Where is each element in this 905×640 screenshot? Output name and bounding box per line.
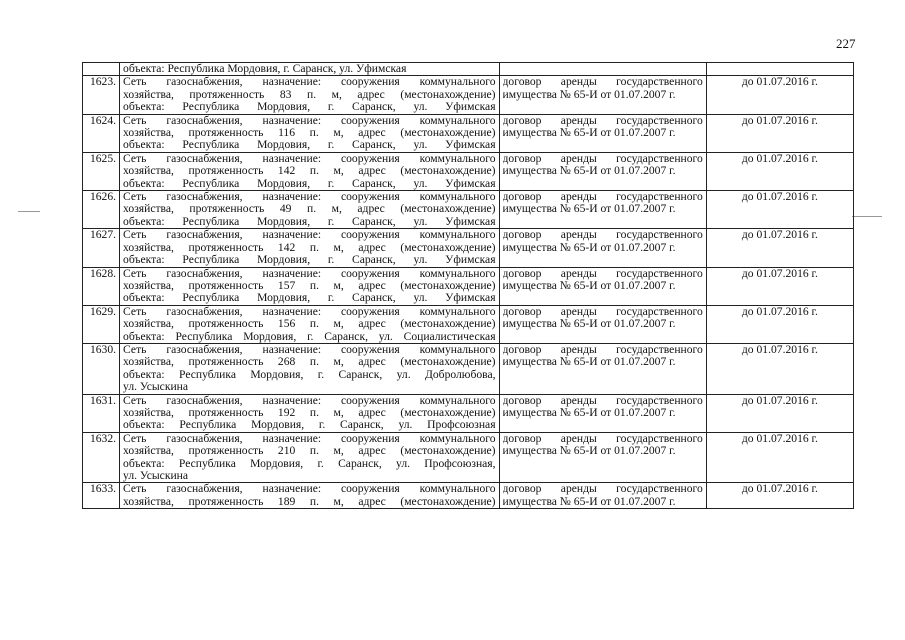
table-row bbox=[83, 305, 854, 343]
basis-line: имущества № 65-И от 01.07.2007 г. bbox=[502, 165, 676, 178]
basis-line: имущества № 65-И от 01.07.2007 г. bbox=[502, 445, 676, 458]
description-cell bbox=[120, 229, 499, 267]
row-number: 1630. bbox=[83, 343, 120, 394]
description-line: Сеть газоснабжения, назначение: сооружения коммунального bbox=[123, 114, 496, 127]
description-line: Сеть газоснабжения, назначение: сооружения коммунального bbox=[123, 343, 496, 356]
description-line: Сеть газоснабжения, назначение: сооружения коммунального bbox=[123, 191, 496, 204]
row-number: 1623. bbox=[83, 76, 120, 114]
basis-cell bbox=[499, 483, 706, 509]
page-number: 227 bbox=[836, 36, 856, 51]
basis-line: договор аренды государственного bbox=[502, 483, 703, 496]
term-cell: до 01.07.2016 г. bbox=[706, 267, 853, 305]
row-number: 1626. bbox=[83, 191, 120, 229]
term-cell: до 01.07.2016 г. bbox=[706, 114, 853, 152]
row-number: 1627. bbox=[83, 229, 120, 267]
basis-cell bbox=[499, 63, 706, 76]
description-line: объекта: Республика Мордовия, г. Саранск, ул. Уфимская bbox=[123, 139, 496, 152]
description-line: объекта: Республика Мордовия, г. Саранск, ул. Уфимская bbox=[123, 63, 407, 75]
basis-line: договор аренды государственного bbox=[502, 76, 703, 89]
description-line: хозяйства, протяженность 116 п. м, адрес (местонахождение) bbox=[123, 127, 496, 140]
term-cell: до 01.07.2016 г. bbox=[706, 152, 853, 190]
basis-cell bbox=[499, 343, 706, 394]
description-line: Сеть газоснабжения, назначение: сооружения коммунального bbox=[123, 305, 496, 318]
basis-cell bbox=[499, 191, 706, 229]
description-cell bbox=[120, 191, 499, 229]
row-number: 1632. bbox=[83, 432, 120, 483]
basis-cell bbox=[499, 267, 706, 305]
description-line: Сеть газоснабжения, назначение: сооружения коммунального bbox=[123, 152, 496, 165]
description-line: Сеть газоснабжения, назначение: сооружения коммунального bbox=[123, 76, 496, 89]
description-line: объекта: Республика Мордовия, г. Саранск, ул. Уфимская bbox=[123, 292, 496, 305]
basis-cell bbox=[499, 432, 706, 483]
description-line: хозяйства, протяженность 49 п. м, адрес (местонахождение) bbox=[123, 203, 496, 216]
basis-line: имущества № 65-И от 01.07.2007 г. bbox=[502, 241, 676, 254]
basis-line: договор аренды государственного bbox=[502, 267, 703, 280]
description-cell bbox=[120, 394, 499, 432]
row-number: 1633. bbox=[83, 483, 120, 509]
term-cell: до 01.07.2016 г. bbox=[706, 483, 853, 509]
basis-line: имущества № 65-И от 01.07.2007 г. bbox=[502, 318, 676, 331]
basis-line: договор аренды государственного bbox=[502, 305, 703, 318]
table-row bbox=[83, 483, 854, 509]
description-cell bbox=[120, 432, 499, 483]
description-line: Сеть газоснабжения, назначение: сооружения коммунального bbox=[123, 432, 496, 445]
term-cell: до 01.07.2016 г. bbox=[706, 305, 853, 343]
term-cell bbox=[706, 63, 853, 76]
description-line: объекта: Республика Мордовия, г. Саранск, ул. Профсоюзная, bbox=[123, 457, 496, 470]
description-line: Сеть газоснабжения, назначение: сооружения коммунального bbox=[123, 394, 496, 407]
description-line: объекта: Республика Мордовия, г. Саранск, ул. Уфимская bbox=[123, 101, 496, 114]
description-line: хозяйства, протяженность 210 п. м, адрес (местонахождение) bbox=[123, 445, 496, 458]
description-line: хозяйства, протяженность 142 п. м, адрес (местонахождение) bbox=[123, 241, 496, 254]
table-row bbox=[83, 343, 854, 394]
table-row-continuation bbox=[83, 63, 854, 76]
row-number: 1631. bbox=[83, 394, 120, 432]
description-cell bbox=[120, 343, 499, 394]
registry-table bbox=[82, 62, 854, 509]
description-line: хозяйства, протяженность 189 п. м, адрес (местонахождение) bbox=[123, 495, 496, 508]
description-cell bbox=[120, 63, 499, 76]
term-cell: до 01.07.2016 г. bbox=[706, 191, 853, 229]
basis-line: договор аренды государственного bbox=[502, 394, 703, 407]
description-line: объекта: Республика Мордовия, г. Саранск, ул. Уфимская bbox=[123, 254, 496, 267]
basis-line: имущества № 65-И от 01.07.2007 г. bbox=[502, 279, 676, 292]
table-row bbox=[83, 229, 854, 267]
table-row bbox=[83, 432, 854, 483]
row-number: 1629. bbox=[83, 305, 120, 343]
description-line: хозяйства, протяженность 83 п. м, адрес (местонахождение) bbox=[123, 88, 496, 101]
basis-cell bbox=[499, 394, 706, 432]
term-cell: до 01.07.2016 г. bbox=[706, 343, 853, 394]
row-number: 1624. bbox=[83, 114, 120, 152]
basis-line: имущества № 65-И от 01.07.2007 г. bbox=[502, 203, 676, 216]
table-row bbox=[83, 267, 854, 305]
description-line: хозяйства, протяженность 142 п. м, адрес (местонахождение) bbox=[123, 165, 496, 178]
basis-cell bbox=[499, 229, 706, 267]
description-line: Сеть газоснабжения, назначение: сооружения коммунального bbox=[123, 267, 496, 280]
scan-mark-right bbox=[852, 216, 882, 217]
description-cell bbox=[120, 76, 499, 114]
term-cell: до 01.07.2016 г. bbox=[706, 76, 853, 114]
table-row bbox=[83, 114, 854, 152]
basis-line: договор аренды государственного bbox=[502, 432, 703, 445]
description-line: Сеть газоснабжения, назначение: сооружения коммунального bbox=[123, 229, 496, 242]
description-line: объекта: Республика Мордовия, г. Саранск, ул. Уфимская bbox=[123, 177, 496, 190]
description-cell bbox=[120, 267, 499, 305]
basis-line: имущества № 65-И от 01.07.2007 г. bbox=[502, 127, 676, 140]
description-cell bbox=[120, 305, 499, 343]
basis-line: договор аренды государственного bbox=[502, 114, 703, 127]
basis-cell bbox=[499, 305, 706, 343]
basis-line: договор аренды государственного bbox=[502, 152, 703, 165]
description-line: хозяйства, протяженность 192 п. м, адрес (местонахождение) bbox=[123, 406, 496, 419]
description-line: объекта: Республика Мордовия, г. Саранск, ул. Социалистическая bbox=[123, 330, 496, 343]
row-number: 1625. bbox=[83, 152, 120, 190]
description-cell bbox=[120, 152, 499, 190]
basis-line: договор аренды государственного bbox=[502, 229, 703, 242]
description-cell bbox=[120, 114, 499, 152]
table-row bbox=[83, 394, 854, 432]
description-line: хозяйства, протяженность 268 п. м, адрес (местонахождение) bbox=[123, 356, 496, 369]
basis-cell bbox=[499, 114, 706, 152]
basis-cell bbox=[499, 76, 706, 114]
description-line: ул. Усыскина bbox=[123, 381, 189, 394]
description-line: хозяйства, протяженность 157 п. м, адрес (местонахождение) bbox=[123, 279, 496, 292]
description-line: Сеть газоснабжения, назначение: сооружения коммунального bbox=[123, 483, 496, 496]
basis-line: договор аренды государственного bbox=[502, 343, 703, 356]
table-row bbox=[83, 152, 854, 190]
basis-line: имущества № 65-И от 01.07.2007 г. bbox=[502, 88, 676, 101]
term-cell: до 01.07.2016 г. bbox=[706, 432, 853, 483]
description-line: объекта: Республика Мордовия, г. Саранск, ул. Профсоюзная bbox=[123, 419, 496, 432]
basis-cell bbox=[499, 152, 706, 190]
description-line: ул. Усыскина bbox=[123, 470, 189, 482]
description-line: объекта: Республика Мордовия, г. Саранск, ул. Уфимская bbox=[123, 215, 496, 228]
description-line: хозяйства, протяженность 156 п. м, адрес (местонахождение) bbox=[123, 318, 496, 331]
row-number: 1628. bbox=[83, 267, 120, 305]
row-number-cell bbox=[83, 63, 120, 76]
basis-line: имущества № 65-И от 01.07.2007 г. bbox=[502, 406, 676, 419]
term-cell: до 01.07.2016 г. bbox=[706, 394, 853, 432]
term-cell: до 01.07.2016 г. bbox=[706, 229, 853, 267]
description-cell bbox=[120, 483, 499, 509]
table-row bbox=[83, 76, 854, 114]
scan-mark-left bbox=[18, 211, 40, 212]
description-line: объекта: Республика Мордовия, г. Саранск, ул. Добролюбова, bbox=[123, 368, 496, 381]
basis-line: имущества № 65-И от 01.07.2007 г. bbox=[502, 356, 676, 369]
basis-line: имущества № 65-И от 01.07.2007 г. bbox=[502, 495, 676, 508]
table-row bbox=[83, 191, 854, 229]
basis-line: договор аренды государственного bbox=[502, 191, 703, 204]
